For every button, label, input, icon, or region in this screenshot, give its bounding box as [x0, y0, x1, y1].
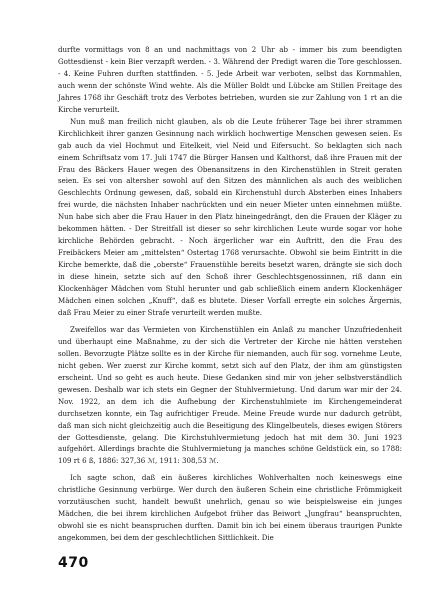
page-number: 470 [58, 555, 89, 571]
paragraph-2: Nun muß man freilich nicht glauben, als ob die Leute früherer Tage bei ihrer strammen Kirchlichkeit ihrer ganzen Gesinnung nach wirklich hochwertige Menschen gewesen seien. Es gab auch da viel Hochmut und Eitelkeit, viel Neid und Eifersucht. So beklagten sich nach einem Schriftsatz vom 17. Juli 1747 die Bürger Hansen und Kalthorst, daß ihre Frauen mit der Frau des Bäckers Hauer wegen des Obenansitzens in den Kirchenstühlen in Streit geraten seien. Es sei von altersher sowohl auf den Sitzen des männlichen als auch des weiblichen Geschlechts Ordnung gewesen, daß, sobald ein Kirchenstuhl durch Absterben eines Inhabers frei wurde, die nächsten Inhaber nachrückten und ein neuer Mieter unten einnehmen müßte. Nun habe sich aber die Frau Hauer in den Platz hineingedrängt, den die Frauen der Kläger zu bekommen hätten. - Der Streitfall ist dieser so sehr kirchlichen Leute wurde sogar vor hohe kirchliche Behörden gebracht. - Noch ärgerlicher war ein Auftritt, den die Frau des Freibäckers Meier am „mittelsten“ Ostertag 1768 verursachte. Obwohl sie beim Eintritt in die Kirche bemerkte, daß die „oberste“ Frauenstühle bereits besetzt waren, drängte sie sich doch in diese hinein, setzte sich auf den Schoß ihrer Geschlechtsgenossinnen, riß dann ein Klockenhäger Mädchen vom Stuhl herunter und gab schließlich einem andern Klockenhäger Mädchen einen solchen „Knuff“, daß es blutete. Dieser Vorfall erregte ein solches Ärgernis, daß Frau Meier zu einer Strafe verurteilt werden mußte. [58, 116, 402, 317]
paragraph-4: Ich sagte schon, daß ein äußeres kirchliches Wohlverhalten noch keineswegs eine christliche Gesinnung verbürge. Wer durch den äußeren Schein eine christliche Frömmigkeit vorzutäuschen sucht, handelt bewußt unehrlich, genau so wie beispielsweise ein junges Mädchen, die bei ihrem kirchlichen Aufgebot früher das Beiwort „Jungfrau“ beanspruchten, obwohl sie es nicht beanspruchen durften. Damit bin ich bei einem überaus traurigen Punkte angekommen, bei dem der geschlechtlichen Sittlichkeit. Die [58, 473, 402, 543]
paragraph-1: durfte vormittags von 8 an und nachmittags von 2 Uhr ab - immer bis zum beendigten Gottesdienst - kein Bier verzapft werden. - 3. Während der Predigt waren die Tore geschlossen. - 4. Keine Fuhren durften stattfinden. - 5. Jede Arbeit war verboten, selbst das Kornmahlen, auch wenn der schönste Wind wehte. Als die Müller Boldt und Lübcke am Stillen Freitage des Jahres 1768 ihr Geschäft trotz des Verbotes betrieben, wurden sie zur Zahlung von 1 rt an die Kirche verurteilt. [58, 45, 402, 114]
paragraph-3: Zweifellos war das Vermieten von Kirchenstühlen ein Anlaß zu mancher Unzufriedenheit und überhaupt eine Maßnahme, zu der sich die Vertreter der Kirche nie hätten verstehen sollen. Bevorzugte Plätze sollte es in der Kirche für niemanden, auch für sog. vornehme Leute, nicht geben. Wer zuerst zur Kirche kommt, setzt sich auf den Platz, der ihm am günstigsten erscheint. Und so geht es auch heute. Diese Gedanken sind mir von jeher selbstverständlich gewesen. Deshalb war ich stets ein Gegner der Stuhlvermietung. Und darum war mir der 24. Nov. 1922, an dem ich die Aufhebung der Kirchenstuhlmiete im Kirchengemeinderat durchsetzen konnte, ein Tag aufrichtiger Freude. Meine Freude wurde nur dadurch getrübt, daß man sich nicht gleichzeitig auch die Beseitigung des Klingelbeutels, dieses ewigen Störers der Gottesdienste, gelang. Die Kirchstuhlvermietung jedoch hat mit dem 30. Juni 1923 aufgehört. Allerdings brachte die Stuhlvermietung ja manches schöne Geldstück ein, so 1788: 109 rt 6 ß, 1886: 327,36 ℳ, 1911: 308,53 ℳ. [58, 324, 402, 466]
